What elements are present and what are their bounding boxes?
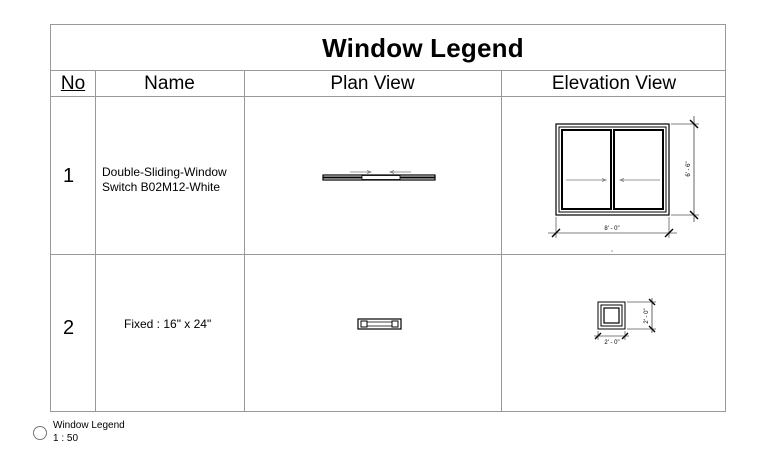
row-2-height-dimension — [627, 298, 656, 333]
double-sliding-window-plan-icon — [323, 171, 435, 181]
row-2-width-dimension — [594, 331, 629, 340]
row-1-height-label: 6' - 6" — [686, 161, 692, 177]
legend-title: Window Legend — [322, 32, 524, 63]
row-2-width-label: 2' - 0" — [604, 340, 620, 346]
double-sliding-window-elevation-icon — [556, 124, 669, 215]
header-no: No — [60, 73, 86, 94]
header-elevation-view: Elevation View — [551, 73, 677, 94]
row-1-number: 1 — [63, 165, 75, 187]
fixed-window-elevation-icon — [598, 302, 625, 329]
header-plan-view: Plan View — [330, 73, 415, 94]
row-1-name-line-1: Double-Sliding-Window — [102, 165, 227, 179]
view-reference-circle-icon — [33, 426, 47, 440]
row-1-height-dimension — [671, 116, 699, 222]
header-name: Name — [144, 73, 195, 94]
row-2-name: Fixed : 16" x 24" — [124, 317, 212, 331]
row-2-number: 2 — [63, 317, 75, 339]
view-caption-scale: 1 : 50 — [53, 433, 79, 444]
row-1-name-line-2: Switch B02M12-White — [102, 180, 221, 194]
fixed-window-plan-icon — [358, 319, 401, 329]
view-caption-title: Window Legend — [53, 420, 125, 431]
row-2-height-label: 2' - 0" — [644, 308, 650, 324]
row-1-width-label: 8' - 0" — [604, 226, 620, 232]
elevation-marker-dot — [611, 250, 612, 251]
